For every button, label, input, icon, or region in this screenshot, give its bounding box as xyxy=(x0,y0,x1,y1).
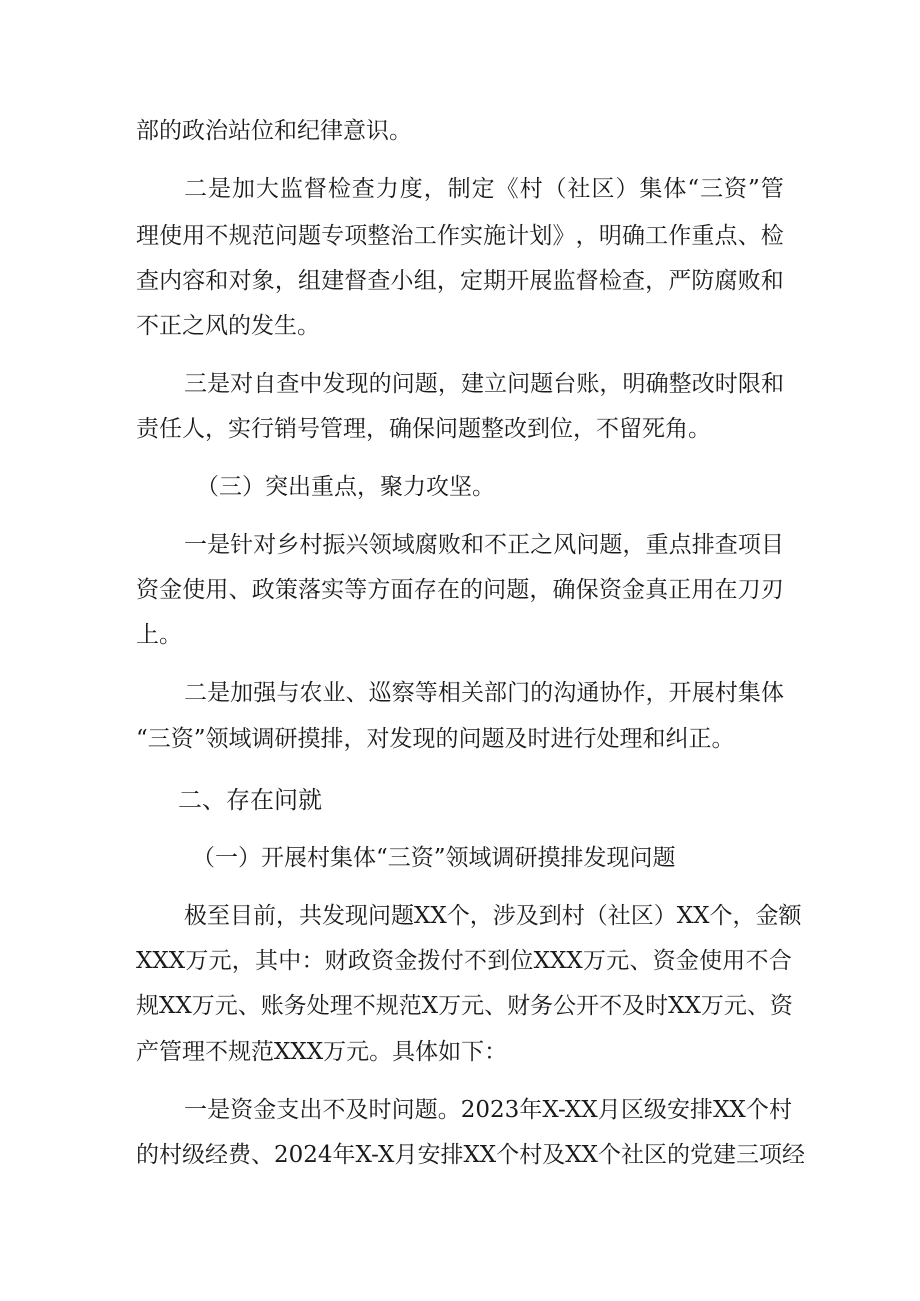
paragraph-line: 查 内 容 和 对 象 ， 组 建 督 查 小 组 ， 定 期 开 展 监 督 检 查 ， 严 防 腐 败 和 xyxy=(136,268,784,294)
paragraph-line: 极 至 目 前 ， 共 发 现 问 题 XX 个 ， 涉 及 到 村 （ 社 区 ） XX 个 ， 金 额 xyxy=(184,903,802,929)
paragraph-line: 上。 xyxy=(136,622,182,648)
paragraph-line: 一 是 针 对 乡 村 振 兴 领 域 腐 败 和 不 正 之 风 问 题 ， 重 点 排 查 项 目 xyxy=(184,532,784,558)
paragraph-line: 一 是 资 金 支 出 不 及 时 问 题 。 2023 年 X-XX 月 区 级 安 排 XX 个 村 xyxy=(184,1097,792,1123)
subsection-heading: （一）开展村集体“三资”领域调研摸排发现问题 xyxy=(192,845,676,871)
paragraph-line: 不正之风的发生。 xyxy=(136,313,320,339)
paragraph-line: 理 使 用 不 规 范 问 题 专 项 整 治 工 作 实 施 计 划 》 ， 明 确 工 作 重 点 、 检 xyxy=(136,223,784,249)
paragraph-line: 责任人，实行销号管理，确保问题整改到位，不留死角。 xyxy=(136,416,711,442)
paragraph-line: 部的政治站位和纪律意识。 xyxy=(136,118,412,144)
paragraph-line: 产管理不规范XXX万元。具体如下： xyxy=(136,1039,508,1065)
paragraph-line: 三 是 对 自 查 中 发 现 的 问 题 ， 建 立 问 题 台 账 ， 明 确 整 改 时 限 和 xyxy=(184,371,784,397)
section-heading: 二、存在问就 xyxy=(178,786,322,814)
paragraph-line: 资 金 使 用 、 政 策 落 实 等 方 面 存 在 的 问 题 ， 确 保 资 金 真 正 用 在 刀 刃 xyxy=(136,577,784,603)
subsection-heading: （三）突出重点，聚力攻坚。 xyxy=(196,474,495,500)
paragraph-line: “三资”领域调研摸排，对发现的问题及时进行处理和纠正。 xyxy=(136,726,735,752)
paragraph-line: 规 XX 万 元 、 账 务 处 理 不 规 范 X 万 元 、 财 务 公 开 不 及 时 XX 万 元 、 资 xyxy=(136,993,793,1019)
paragraph-line: 二 是 加 大 监 督 检 查 力 度 ， 制 定 《 村 （ 社 区 ） 集 体 “ 三 资 ” 管 xyxy=(184,176,784,202)
paragraph-line: 的 村 级 经 费 、 2024 年 X-X 月 安 排 XX 个 村 及 XX 个 社 区 的 党 建 三 项 经 xyxy=(136,1142,805,1168)
paragraph-line: XXX 万 元 ， 其 中 ： 财 政 资 金 拨 付 不 到 位 XXX 万 元 、 资 金 使 用 不 合 xyxy=(136,948,792,974)
paragraph-line: 二 是 加 强 与 农 业 、 巡 察 等 相 关 部 门 的 沟 通 协 作 ， 开 展 村 集 体 xyxy=(184,680,784,706)
